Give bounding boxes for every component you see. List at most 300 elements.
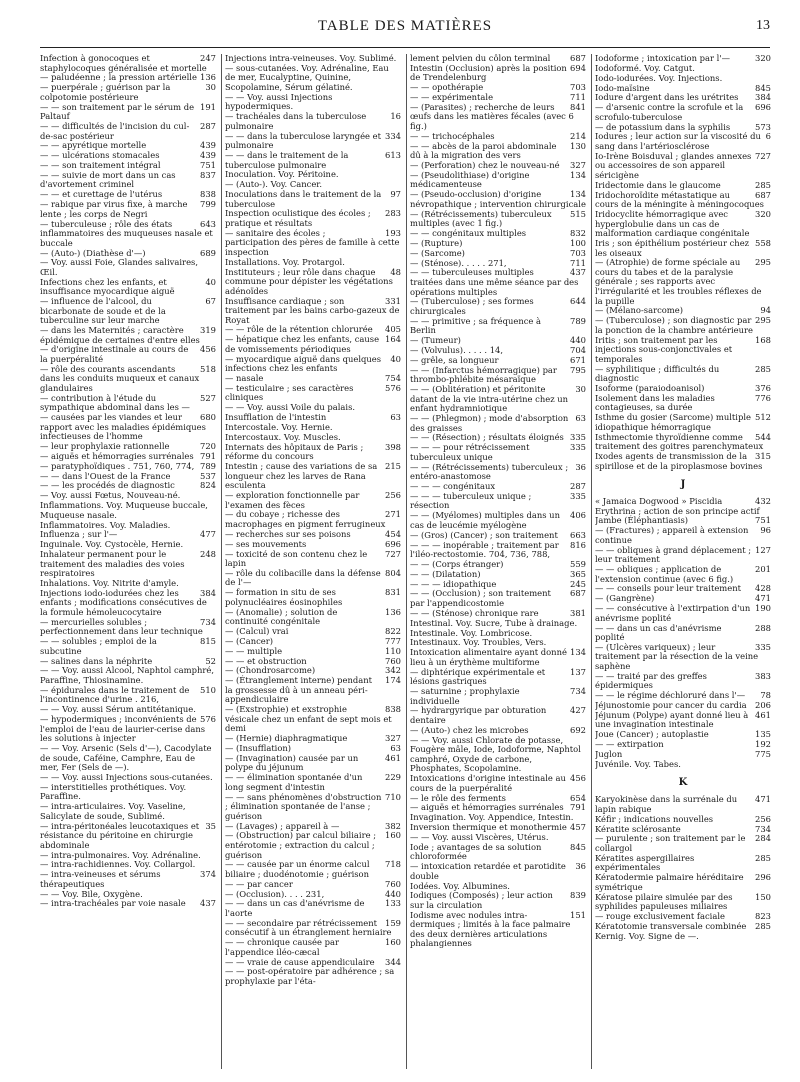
entry-text: lement pelvien du côlon terminal — [410, 54, 551, 63]
entry-text: — myocardique aiguë dans quelques infections chez les enfants — [225, 353, 382, 374]
entry-text: — Voy. aussi Foie, Glandes salivaires, Œil. — [40, 257, 198, 277]
section-letter: J — [680, 479, 686, 491]
entry-page: 134 — [567, 648, 586, 658]
index-entry — [225, 93, 401, 112]
index-entry — [410, 171, 586, 190]
entry-page: 816 — [567, 541, 586, 551]
entry-page: 151 — [567, 911, 586, 921]
entry-page: 215 — [382, 462, 401, 472]
index-entry — [410, 142, 586, 161]
entry-page: 133 — [382, 899, 401, 909]
entry-page: 760 — [382, 880, 401, 890]
entry-text: — — le régime déchloruré dans l'— — [595, 690, 746, 701]
index-entry — [225, 773, 401, 792]
entry-page: 334 — [382, 132, 401, 142]
entry-text: — — solubles ; emploi de la subcutine — [40, 636, 157, 656]
entry-text: Juvénile. Voy. Tabes. — [595, 758, 681, 769]
index-entry — [595, 497, 771, 516]
entry-page: 718 — [382, 860, 401, 870]
entry-page: 576 — [382, 384, 401, 394]
entry-page: 284 — [752, 834, 771, 844]
index-entry — [40, 715, 216, 744]
entry-text: — — post-opératoire par adhérence ; sa prophylaxie par l'éta- — [225, 966, 395, 986]
entry-text: — tuberculeuse ; rôle des états inflammatoires des muqueuses nasale et buccale — [40, 218, 213, 248]
entry-page: 201 — [752, 565, 771, 575]
entry-page: 335 — [567, 492, 586, 502]
entry-page: 398 — [382, 443, 401, 453]
index-entry — [595, 210, 771, 239]
entry-page: 327 — [382, 734, 401, 744]
entry-text: — — chronique causée par l'appendice iléo-cæcal — [225, 937, 339, 957]
entry-page: 335 — [752, 643, 771, 653]
index-entry — [595, 893, 771, 912]
entry-page: 110 — [382, 647, 401, 657]
entry-page: 696 — [382, 540, 401, 550]
entry-page: 35 — [202, 822, 216, 832]
entry-text: Iodo-iodurées. Voy. Injections. — [595, 72, 723, 83]
entry-text: — — Voy. Arsenic (Sels d'—), Cacodylate de soude, Caféine, Camphre, Eau de mer, Fer (Sels de —). — [40, 743, 212, 773]
entry-text: Isthme du gosier (Sarcome) multiple idiopathique hémorragique — [595, 412, 751, 432]
index-entry — [410, 511, 586, 530]
entry-text: — (Sarcome) — [410, 247, 465, 258]
entry-text: Iritis ; son traitement par les injections sous-conjonctivales et temporales — [595, 334, 733, 364]
index-entry — [40, 413, 216, 442]
entry-text: — (Anomalie) ; solution de continuité congénitale — [225, 606, 338, 627]
index-entry — [595, 452, 771, 471]
entry-page: 248 — [197, 550, 216, 560]
index-entry — [595, 152, 771, 181]
entry-page: 16 — [387, 112, 401, 122]
entry-page: 63 — [387, 744, 401, 754]
index-entry — [595, 760, 771, 770]
entry-text: Inhalateur permanent pour le traitement des maladies des voies respiratoires — [40, 549, 185, 579]
index-entry — [410, 648, 586, 667]
entry-text: — — difficultés de l'incision du cul-de-sac postérieur — [40, 121, 190, 141]
index-entry — [410, 541, 586, 560]
entry-text: — grêle, sa longueur — [410, 354, 499, 365]
entry-text: — — élimination spontanée d'un long segment d'intestin — [225, 772, 363, 792]
entry-text: — (Hernie) diaphragmatique — [225, 733, 348, 744]
entry-text: Kernig. Voy. Signe de —. — [595, 930, 699, 941]
entry-page: 285 — [752, 181, 771, 191]
index-column-1 — [40, 54, 216, 1069]
index-entry — [40, 589, 216, 618]
entry-page: 671 — [567, 356, 586, 366]
entry-page: 229 — [382, 773, 401, 783]
entry-text: — dans les Maternités ; caractère épidémique de certaines d'entre elles — [40, 325, 200, 345]
entry-page: 63 — [387, 413, 401, 423]
index-entry — [595, 643, 771, 672]
index-column-2 — [225, 54, 401, 1069]
index-entry — [40, 326, 216, 345]
index-entry — [595, 191, 771, 210]
entry-page: 320 — [752, 210, 771, 220]
entry-page: 52 — [202, 657, 216, 667]
entry-text: Invagination. Voy. Appendice, Intestin. — [410, 812, 574, 823]
entry-text: — — son traitement intégral — [40, 160, 161, 171]
entry-text: Inflammatoires. Voy. Maladies. — [40, 519, 171, 530]
index-columns — [40, 54, 770, 1074]
entry-text: — intra-rachidiennes. Voy. Collargol. — [40, 859, 196, 870]
entry-text: — — son traitement par le sérum de Paltauf — [40, 101, 195, 122]
entry-text: — rôle des courants ascendants dans les conduits muqueux et canaux glandulaires — [40, 363, 200, 393]
entry-text: — — (Myélomes) multiples dans un cas de leucémie myélogène — [410, 510, 560, 530]
entry-page: 839 — [567, 891, 586, 901]
entry-text: Iodisme avec nodules intra-dermiques ; limités à la face palmaire des deux dernières articulations phalangiennes — [410, 909, 571, 949]
entry-page: 471 — [752, 594, 771, 604]
column-divider — [221, 54, 222, 1069]
entry-text: — épidurales dans le traitement de l'incontinence d'urine . 216, — [40, 684, 190, 705]
index-entry — [40, 297, 216, 326]
entry-page: 315 — [752, 452, 771, 462]
entry-page: 789 — [197, 462, 216, 472]
entry-text: — — les procédés de diagnostic — [40, 480, 175, 491]
index-entry — [410, 843, 586, 862]
entry-page: 804 — [382, 569, 401, 579]
index-entry — [595, 711, 771, 730]
entry-text: — (Calcul) vrai — [225, 626, 289, 637]
entry-text: — (Tumeur) — [410, 335, 461, 346]
entry-text: — — — tuberculeux unique ; résection — [410, 490, 532, 511]
entry-text: — — traité par des greffes épidermiques — [595, 670, 707, 691]
page-header — [40, 18, 770, 40]
entry-page: 97 — [387, 190, 401, 200]
entry-page: 130 — [567, 142, 586, 152]
entry-text: Inversion thermique et monothermie — [410, 822, 567, 833]
entry-text: — toxicité de son contenu chez le lapin — [225, 548, 368, 569]
index-entry — [225, 384, 401, 403]
entry-page: 439 — [197, 141, 216, 151]
entry-page: 437 — [197, 899, 216, 909]
index-entry — [40, 783, 216, 802]
entry-text: Kératites aspergillaires expérimentales — [595, 852, 695, 873]
entry-page: 94 — [757, 306, 771, 316]
entry-page: 518 — [197, 365, 216, 375]
index-entry — [595, 316, 771, 335]
index-entry — [410, 687, 586, 706]
entry-page: 40 — [387, 355, 401, 365]
index-entry — [595, 526, 771, 545]
entry-text: Infection à gonocoques et staphylocoques généralisée et mortelle — [40, 54, 207, 73]
entry-text: Kératodermie palmaire héréditaire symétrique — [595, 872, 744, 892]
entry-text: Isoforme (paraiodoanisol) — [595, 382, 705, 393]
entry-text: — — dans un cas d'anévrisme poplité — [595, 622, 722, 643]
index-entry — [225, 132, 401, 151]
index-entry — [40, 501, 216, 520]
entry-text: Iodo-maïsine — [595, 82, 650, 93]
index-entry — [595, 932, 771, 942]
index-entry — [595, 103, 771, 122]
entry-page: 174 — [382, 676, 401, 686]
entry-page: 704 — [567, 346, 586, 356]
entry-text: Inflammations. Voy. Muqueuse buccale, Muqueuse nasale. — [40, 500, 208, 520]
entry-text: — — primitive ; sa fréquence à Berlin — [410, 315, 542, 336]
index-entry — [40, 83, 216, 102]
entry-page: 832 — [567, 229, 586, 239]
entry-text: Jambe (Éléphantiasis) — [595, 515, 689, 526]
index-entry — [225, 569, 401, 588]
entry-text: Iode ; avantages de sa solution chloroformée — [410, 841, 542, 862]
entry-text: — sous-cutanées. Voy. Adrénaline, Eau de mer, Eucalyptine, Quinine, Scopolamine, Sérum gélatiné. — [225, 62, 389, 92]
index-entry — [410, 736, 586, 774]
entry-text: — rabique par virus fixe, à marche lente ; les corps de Negri — [40, 199, 188, 219]
entry-page: 663 — [567, 531, 586, 541]
entry-page: 127 — [752, 546, 771, 556]
index-entry — [595, 854, 771, 873]
entry-page: 838 — [197, 190, 216, 200]
index-entry — [40, 103, 216, 122]
index-entry — [410, 366, 586, 385]
entry-text: — — (Dilatation) — [410, 568, 481, 579]
index-entry — [410, 492, 586, 511]
entry-text: Kératite sclérosante — [595, 823, 681, 834]
entry-text: Kératose pilaire simulée par des syphilides papuleuses miliaires — [595, 891, 733, 912]
entry-page: 365 — [567, 570, 586, 580]
entry-page: 703 — [567, 249, 586, 259]
index-entry — [225, 705, 401, 734]
index-entry — [225, 754, 401, 773]
index-entry — [410, 297, 586, 316]
index-entry — [595, 624, 771, 643]
index-entry — [225, 112, 401, 131]
entry-page: 96 — [757, 526, 771, 536]
entry-page: 271 — [382, 510, 401, 520]
entry-text: — (Pseudolithiase) d'origine médicamenteuse — [410, 169, 530, 190]
entry-text: — — (Résection) ; résultats éloignés — [410, 432, 564, 443]
index-entry — [40, 550, 216, 579]
entry-page: 573 — [752, 123, 771, 133]
index-entry — [595, 604, 771, 623]
entry-text: Iodiques (Composés) ; leur action sur la circulation — [410, 890, 553, 910]
index-entry — [410, 385, 586, 414]
entry-text: — — suivie de mort dans un cas d'avortement criminel — [40, 169, 176, 190]
entry-page: 214 — [567, 132, 586, 142]
entry-page: 710 — [382, 793, 401, 803]
entry-text: Iodoforme ; intoxication par l'— — [595, 54, 731, 63]
entry-text: Iridocyclite hémorragique avec hyperglobulie dans un cas de malformation cardiaque congénitale — [595, 209, 750, 239]
index-entry — [40, 744, 216, 773]
entry-page: 319 — [197, 326, 216, 336]
index-entry — [595, 336, 771, 365]
index-entry — [225, 919, 401, 938]
entry-text: — — (Occlusion) ; son traitement par l'appendicostomie — [410, 588, 551, 609]
index-entry — [410, 190, 586, 209]
entry-page: 150 — [752, 893, 771, 903]
entry-text: Iris ; son épithélium postérieur chez les oiseaux — [595, 237, 750, 258]
index-entry — [40, 54, 216, 73]
index-column-4 — [595, 54, 771, 1069]
entry-page: 838 — [382, 705, 401, 715]
entry-text: Inoculation. Voy. Péritoine. — [225, 169, 339, 180]
entry-text: — — Voy. aussi Chlorate de potasse, Fougère mâle, Iode, Iodoforme, Naphtol camphré, Oxyde de carbone, Phosphates, Scopolamine. — [410, 734, 581, 774]
entry-text: Intestinale. Voy. Lombricose. — [410, 627, 533, 638]
entry-text: — contribution à l'étude du sympathique abdominal dans les — — [40, 392, 190, 413]
entry-text: — (Perforation) chez le nouveau-né — [410, 160, 560, 171]
entry-text: — — causée par un énorme calcul biliaire ; duodénotomie ; guérison — [225, 859, 370, 879]
page-title: TABLE DES MATIÈRES — [317, 18, 493, 34]
entry-text: — paratyphoïdiques . 751, 760, 774, — [40, 460, 195, 471]
index-entry — [410, 463, 586, 482]
entry-page: 512 — [752, 413, 771, 423]
entry-text: — — (Infarctus hémorragique) par thrombo-phlébite mésaraïque — [410, 364, 557, 385]
entry-page: 822 — [382, 627, 401, 637]
entry-text: — — (Phlegmon) ; mode d'absorption des graisses — [410, 413, 569, 433]
entry-text: Juglon — [595, 749, 623, 760]
entry-page: 406 — [567, 511, 586, 521]
entry-page: 327 — [567, 161, 586, 171]
index-entry — [410, 103, 586, 132]
entry-text: — influence de l'alcool, du bicarbonate de soude et de la tuberculine sur leur marche — [40, 296, 166, 326]
index-entry — [225, 967, 401, 986]
entry-text: — — (Oblitération) et péritonite datant de la vie intra-utérine chez un enfant hydramniotique — [410, 384, 569, 414]
entry-text: — recherches sur ses poisons — [225, 528, 351, 539]
index-entry — [225, 860, 401, 879]
entry-page: 384 — [197, 589, 216, 599]
entry-page: 384 — [752, 93, 771, 103]
index-entry — [225, 793, 401, 822]
index-entry — [410, 414, 586, 433]
entry-page: 30 — [202, 83, 216, 93]
entry-text: — — Voy. aussi Injections sous-cutanées. — [40, 771, 213, 782]
entry-page: 63 — [572, 414, 586, 424]
entry-text: Iodures ; leur action sur la viscosité du sang dans l'artériosclérose — [595, 131, 761, 151]
entry-page: 734 — [752, 825, 771, 835]
entry-text: — — et obstruction — [225, 655, 307, 666]
entry-page: 376 — [752, 384, 771, 394]
column-divider — [406, 54, 407, 1069]
entry-page: 287 — [197, 122, 216, 132]
entry-text: Insuffisance cardiaque ; son traitement par les bains carbo-gazeux de Royat — [225, 295, 400, 325]
index-entry — [595, 546, 771, 565]
entry-page: 134 — [567, 171, 586, 181]
entry-page: 537 — [197, 472, 216, 482]
entry-page: 720 — [197, 442, 216, 452]
index-entry — [595, 258, 771, 306]
entry-text: — (Exstrophie) et exstrophie vésicale chez un enfant de sept mois et demi — [225, 704, 392, 734]
entry-text: — purulente ; son traitement par le collargol — [595, 833, 746, 854]
entry-text: — interstitielles prothétiques. Voy. Paraffine. — [40, 781, 187, 802]
index-entry — [40, 365, 216, 394]
entry-page: 692 — [567, 726, 586, 736]
index-entry — [595, 795, 771, 814]
index-entry — [40, 870, 216, 889]
entry-text: — (Auto-) chez les microbes — [410, 724, 529, 735]
entry-text: — (Gros) (Cancer) ; son traitement — [410, 529, 558, 540]
entry-text: Iridochoroïdite métastatique au cours de la méningite à méningocoques — [595, 189, 764, 210]
entry-text: — (Chondrosarcome) — [225, 665, 316, 676]
entry-text: Kéfir ; indications nouvelles — [595, 813, 714, 824]
entry-text: — testiculaire ; ses caractères cliniques — [225, 382, 354, 403]
index-entry — [40, 637, 216, 656]
entry-text: — — expérimentale — [410, 92, 494, 103]
entry-page: 791 — [197, 452, 216, 462]
entry-text: Intoxications d'origine intestinale au cours de la puerpéralité — [410, 773, 566, 793]
entry-page: 837 — [197, 171, 216, 181]
entry-text: — Voy. aussi Fœtus, Nouveau-né. — [40, 490, 181, 501]
entry-text: Intestin ; cause des variations de sa longueur chez les larves de Rana esculenta — [225, 461, 378, 491]
entry-page: 427 — [567, 706, 586, 716]
index-entry — [595, 365, 771, 384]
entry-page: 461 — [382, 754, 401, 764]
entry-text: — (Volvulus). . . . . 14, — [410, 345, 504, 356]
entry-text: — hypodermiques ; inconvénients de l'emploi de l'eau de laurier-cerise dans les solutions à injecter — [40, 714, 206, 744]
entry-page: 841 — [567, 103, 586, 113]
entry-page: 437 — [567, 268, 586, 278]
index-entry — [40, 278, 216, 297]
index-entry — [410, 317, 586, 336]
entry-page: 440 — [567, 336, 586, 346]
entry-text: — ses mouvements — [225, 538, 307, 549]
entry-page: 680 — [197, 413, 216, 423]
index-entry — [410, 774, 586, 793]
entry-page: 136 — [382, 608, 401, 618]
index-entry — [40, 394, 216, 413]
entry-text: — — dans la tuberculose laryngée et pulmonaire — [225, 130, 381, 151]
entry-text: — (Lavages) ; appareil à — — [225, 820, 340, 831]
entry-page: 383 — [752, 672, 771, 682]
entry-page: 285 — [752, 854, 771, 864]
entry-text: Installations. Voy. Protargol. — [225, 256, 345, 267]
index-entry — [40, 171, 216, 190]
entry-text: — (Occlusion). . . . 231, — [225, 888, 325, 899]
entry-text: — intra-trachéales par voie nasale — [40, 898, 186, 909]
entry-text: — nasale — [225, 373, 264, 384]
entry-page: 760 — [382, 657, 401, 667]
entry-page: 287 — [567, 482, 586, 492]
entry-text: — — obliques à grand déplacement ; leur traitement — [595, 544, 752, 565]
entry-text: Io-Irène Boisduval ; glandes annexes ou accessoires de son appareil séricigène — [595, 150, 752, 180]
entry-page: 777 — [382, 637, 401, 647]
index-entry — [410, 268, 586, 297]
entry-page: 471 — [752, 795, 771, 805]
entry-text: Karyokinèse dans la surrénale du lapin rabique — [595, 794, 738, 814]
entry-page: 168 — [752, 336, 771, 346]
entry-page: 734 — [197, 618, 216, 628]
index-entry — [225, 899, 401, 918]
entry-text: Intestinaux. Voy. Troubles, Vers. — [410, 637, 547, 648]
entry-text: Influenza ; sur l'— — [40, 529, 118, 540]
index-entry — [410, 862, 586, 881]
entry-page: 432 — [752, 497, 771, 507]
entry-text: — — — idiopathique — [410, 578, 497, 589]
entry-page: 799 — [197, 200, 216, 210]
entry-text: — — Voy. aussi Viscères, Utérus. — [410, 831, 549, 842]
index-entry — [225, 297, 401, 326]
entry-text: — sanitaire des écoles ; participation des pères de famille à cette inspection — [225, 227, 400, 257]
index-entry — [40, 122, 216, 141]
entry-page: 515 — [567, 210, 586, 220]
entry-text: Isolement dans les maladies contagieuses, sa durée — [595, 392, 715, 413]
entry-text: Inoculations dans le traitement de la tuberculose — [225, 189, 382, 209]
index-entry — [225, 229, 401, 258]
entry-page: 285 — [752, 365, 771, 375]
entry-text: — — Voy. aussi Injections hypodermiques. — [225, 91, 333, 112]
entry-page: 711 — [567, 259, 586, 269]
entry-page: 247 — [197, 54, 216, 64]
entry-page: 160 — [382, 938, 401, 948]
entry-page: 687 — [567, 54, 586, 64]
entry-text: — du cobaye ; richesse des macrophages en pigment ferrugineux — [225, 509, 386, 529]
index-entry — [40, 220, 216, 249]
entry-text: — puerpérale ; guérison par la colpotomie postérieure — [40, 82, 171, 102]
entry-text: — (Auto-) (Diathèse d'—) — [40, 247, 146, 258]
entry-text: Injections iodo-iodurées chez les enfants ; modifications consécutives de la formule hémoleucocytaire — [40, 587, 207, 617]
index-entry — [40, 345, 216, 364]
entry-page: 791 — [567, 803, 586, 813]
section-letter: K — [678, 777, 688, 789]
entry-page: 381 — [567, 609, 586, 619]
entry-text: Intestinal. Voy. Sucre, Tube à drainage. — [410, 617, 578, 628]
